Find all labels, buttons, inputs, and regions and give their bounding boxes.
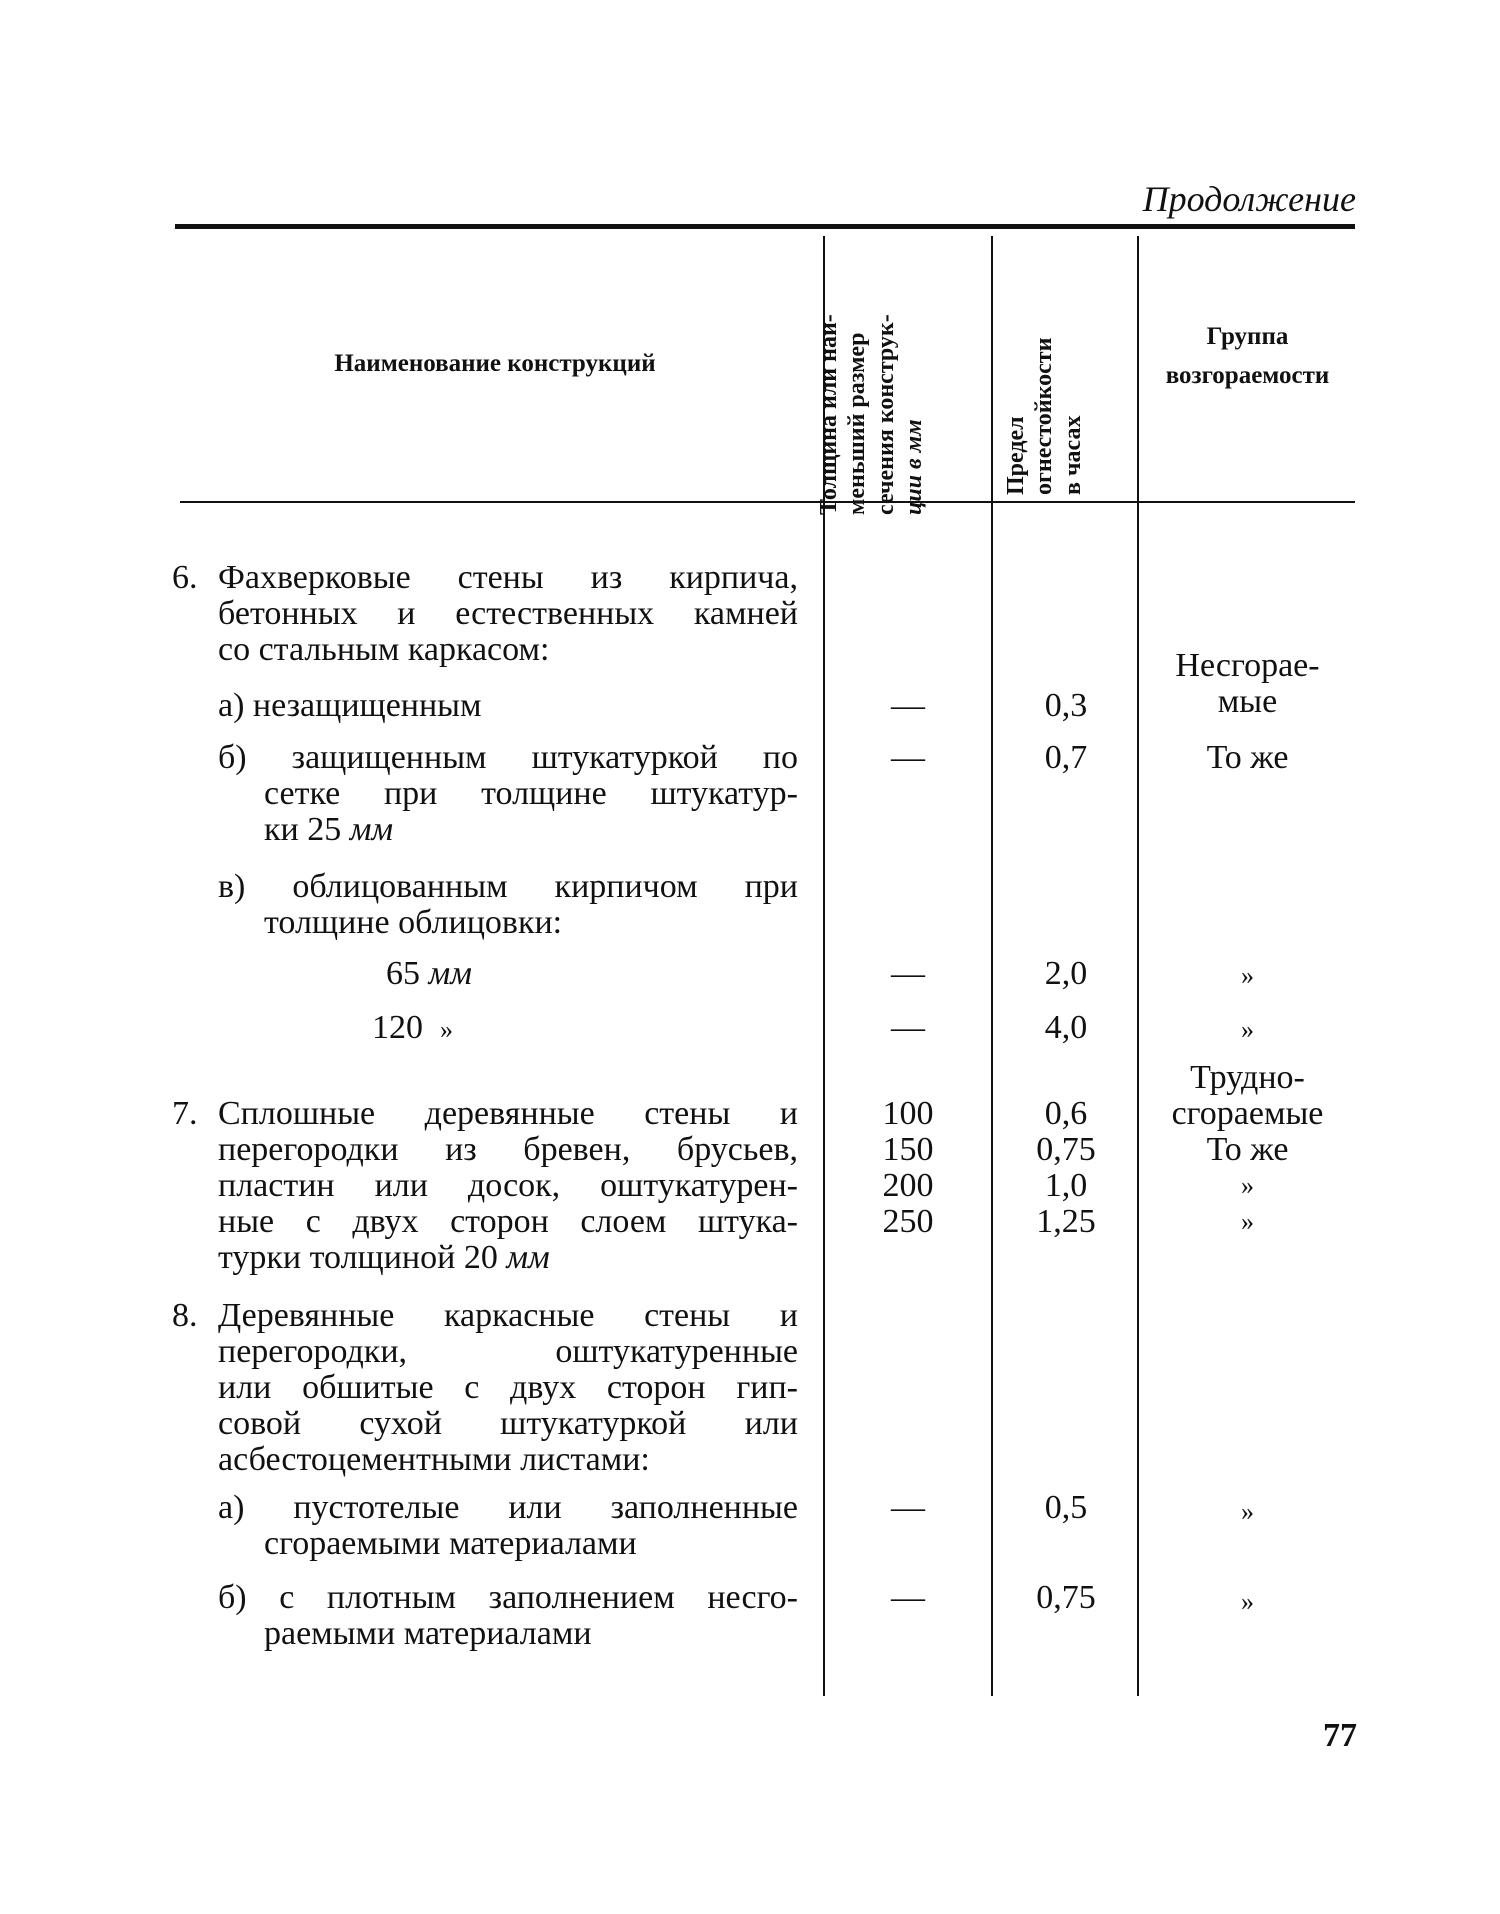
row-7-group <box>1140 1132 1355 1240</box>
row-6c2-unit: » <box>440 1015 453 1044</box>
table-top-rule <box>175 224 1355 229</box>
page-number: 77 <box>1323 1717 1357 1754</box>
row-7-limit-value: 0,6 <box>1044 1095 1088 1132</box>
row-7-limit-value: 0,75 <box>1036 1131 1096 1168</box>
row-6-number: 6. <box>172 559 198 596</box>
row-6b-line: сетке при толщине штукатур- <box>264 775 798 812</box>
header-group-line-1: Группа <box>1206 323 1289 350</box>
row-8-description <box>218 1298 798 1478</box>
row-6b-limit: 0,7 <box>1044 739 1088 776</box>
row-6a-group-line: мые <box>1217 683 1278 720</box>
row-6c1-limit: 2,0 <box>1044 955 1088 992</box>
row-6b-line: б) защищенным штукатуркой по <box>218 739 798 776</box>
row-6-description <box>218 560 798 668</box>
row-8a-limit: 0,5 <box>1044 1489 1088 1526</box>
row-7-limit <box>996 1096 1136 1240</box>
row-8b-group: » <box>1241 1587 1254 1616</box>
row-6a-description <box>218 688 798 724</box>
header-thickness-line-3: сечения конструк- <box>872 314 899 515</box>
header-name: Наименование конструкций <box>334 350 656 377</box>
row-8a-line: а) пустотелые или заполненные <box>218 1489 798 1526</box>
header-limit-line-2: огнестойкости <box>1031 337 1058 495</box>
row-7-line <box>218 1240 798 1276</box>
row-6b-unit: мм <box>349 811 394 848</box>
row-7-unit: мм <box>506 1239 550 1276</box>
row-6-line: бетонных и естественных камней <box>218 595 798 632</box>
row-6a-line: а) незащищенным <box>218 687 482 724</box>
header-group-line-2: возгораемости <box>1165 361 1330 389</box>
header-thickness-line-2: меньший размер <box>844 332 871 515</box>
row-6b-thickness: — <box>891 739 925 776</box>
row-6c1-group: » <box>1241 961 1254 990</box>
row-7-line: перегородки из бревен, брусьев, <box>218 1131 798 1168</box>
row-6c1-label <box>386 956 586 992</box>
row-8-line: перегородки, оштукатуренные <box>218 1333 798 1370</box>
row-7-limit-value: 1,0 <box>1044 1167 1088 1204</box>
row-7-limit-value: 1,25 <box>1036 1203 1096 1240</box>
row-8a-thickness: — <box>891 1489 925 1526</box>
row-7-thickness <box>828 1096 988 1240</box>
row-6a-limit: 0,3 <box>1044 687 1088 724</box>
header-limit-line-3: в часах <box>1059 415 1086 495</box>
header-fire-limit <box>1002 295 1092 495</box>
row-7-group-value: То же <box>1206 1131 1289 1168</box>
row-8b-line: раемыми материалами <box>264 1615 592 1652</box>
row-7-thickness-value: 250 <box>882 1203 934 1240</box>
row-6c2-value: 120 <box>372 1009 423 1046</box>
header-group <box>1140 318 1355 396</box>
row-7-line: Сплошные деревянные стены и <box>218 1095 798 1132</box>
row-7-number: 7. <box>172 1095 198 1132</box>
row-6c2-limit: 4,0 <box>1044 1009 1088 1046</box>
row-6-line: со стальным каркасом: <box>218 631 550 668</box>
row-6c2-thickness: — <box>891 1009 925 1046</box>
header-limit-line-1: Предел <box>1003 416 1029 495</box>
row-8-line: или обшитые с двух сторон гип- <box>218 1369 798 1406</box>
row-6c2-group: » <box>1241 1015 1254 1044</box>
row-7-line: пластин или досок, оштукатурен- <box>218 1167 798 1204</box>
col-divider-2 <box>991 236 993 1696</box>
row-6c2-label <box>372 1010 572 1048</box>
row-6-line: Фахверковые стены из кирпича, <box>218 559 798 596</box>
row-6a-group-line: Несгорае- <box>1175 647 1320 684</box>
row-7-group-top-line: Трудно- <box>1190 1059 1305 1096</box>
row-7-thickness-value: 200 <box>882 1167 934 1204</box>
row-7-line: ные с двух сторон слоем штука- <box>218 1203 798 1240</box>
row-6c1-thickness: — <box>891 955 925 992</box>
row-8b-description <box>218 1580 798 1652</box>
row-6b-description <box>218 740 798 848</box>
row-7-group-value: » <box>1241 1171 1254 1200</box>
row-8a-line: сгораемыми материалами <box>264 1525 637 1562</box>
col-divider-3 <box>1137 236 1139 1696</box>
row-8b-thickness: — <box>891 1579 925 1616</box>
row-6c-line: толщине облицовки: <box>264 904 563 941</box>
row-7-group-top <box>1140 1060 1355 1132</box>
row-8b-limit: 0,75 <box>1036 1579 1096 1616</box>
row-6b-line <box>218 812 798 848</box>
row-8-line: асбестоцементными листами: <box>218 1441 650 1478</box>
row-8-number: 8. <box>172 1297 198 1334</box>
header-thickness <box>815 275 935 515</box>
row-6c1-value: 65 <box>386 955 420 992</box>
row-8b-line: б) с плотным заполнением несго- <box>218 1579 798 1616</box>
row-7-group-top-line: сгораемые <box>1171 1095 1324 1132</box>
row-6a-thickness: — <box>891 687 925 724</box>
row-8a-group: » <box>1241 1497 1254 1526</box>
header-thickness-line-1: Толщина или наи- <box>816 314 842 515</box>
row-6c-description <box>218 869 798 941</box>
row-6b-last: ки 25 <box>264 811 342 848</box>
row-8-line: Деревянные каркасные стены и <box>218 1297 798 1334</box>
row-7-thickness-value: 150 <box>882 1131 934 1168</box>
row-6b-group: То же <box>1206 739 1289 776</box>
header-thickness-line-4: ции в мм <box>900 419 927 515</box>
row-6a-group <box>1140 648 1355 720</box>
row-7-thickness-value: 100 <box>882 1095 934 1132</box>
row-6c-line: в) облицованным кирпичом при <box>218 868 798 905</box>
header-bottom-rule <box>180 501 1355 503</box>
row-8-line: совой сухой штукатуркой или <box>218 1405 798 1442</box>
row-6c1-unit: мм <box>428 955 472 992</box>
row-8a-description <box>218 1490 798 1562</box>
row-7-group-value: » <box>1241 1207 1254 1236</box>
continuation-label: Продолжение <box>1142 179 1356 219</box>
row-7-description <box>218 1096 798 1276</box>
row-7-last: турки толщиной 20 <box>218 1239 498 1276</box>
